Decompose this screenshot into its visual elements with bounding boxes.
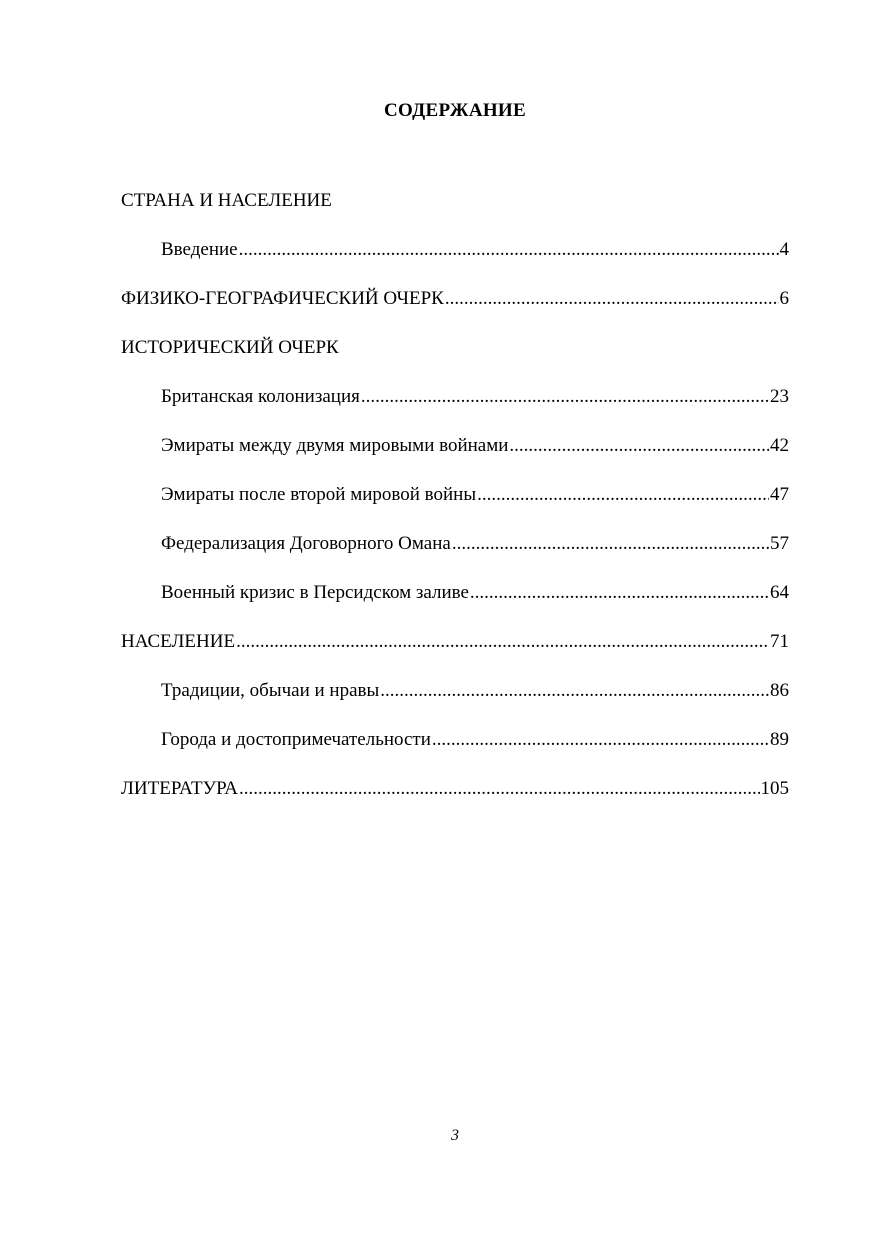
toc-entry-title: Эмираты между двумя мировыми войнами [161, 435, 509, 456]
toc-entry-title: ЛИТЕРАТУРА [121, 778, 238, 799]
table-of-contents [121, 186, 789, 823]
toc-entry-title: Федерализация Договорного Омана [161, 533, 451, 554]
toc-entry-britanskaya[interactable] [121, 382, 789, 431]
toc-entry-title: Традиции, обычаи и нравы [161, 680, 380, 701]
dot-leader [452, 533, 769, 555]
toc-entry-page: 57 [770, 533, 789, 554]
toc-entry-istoricheskiy[interactable] [121, 333, 789, 382]
toc-entry-title: СТРАНА И НАСЕЛЕНИЕ [121, 190, 332, 211]
toc-entry-fiziko[interactable] [121, 284, 789, 333]
toc-entry-goroda[interactable] [121, 725, 789, 774]
toc-entry-title: Военный кризис в Персидском заливе [161, 582, 469, 603]
toc-entry-page: 71 [770, 631, 789, 652]
toc-entry-naselenie[interactable] [121, 627, 789, 676]
dot-leader [236, 631, 769, 653]
toc-entry-posle-voyny[interactable] [121, 480, 789, 529]
dot-leader [239, 239, 779, 261]
toc-entry-title: ФИЗИКО-ГЕОГРАФИЧЕСКИЙ ОЧЕРК [121, 288, 444, 309]
toc-entry-voenny-krizis[interactable] [121, 578, 789, 627]
toc-entry-strana[interactable] [121, 186, 789, 235]
toc-entry-page: 86 [770, 680, 789, 701]
page-number: 3 [451, 1127, 459, 1144]
toc-entry-page: 23 [770, 386, 789, 407]
dot-leader [477, 484, 769, 506]
toc-entry-page: 4 [779, 239, 789, 260]
dot-leader [361, 386, 769, 408]
toc-entry-page: 42 [770, 435, 789, 456]
toc-entry-page: 47 [770, 484, 789, 505]
toc-entry-title: Введение [161, 239, 238, 260]
dot-leader [470, 582, 769, 604]
toc-entry-title: Эмираты после второй мировой войны [161, 484, 477, 505]
toc-entry-page: 89 [770, 729, 789, 750]
dot-leader [509, 435, 769, 457]
toc-entry-page: 105 [760, 778, 789, 799]
toc-entry-title: НАСЕЛЕНИЕ [121, 631, 236, 652]
dot-leader [445, 288, 779, 310]
page-title: СОДЕРЖАНИЕ [384, 100, 526, 121]
dot-leader [380, 680, 769, 702]
toc-entry-literatura[interactable] [121, 774, 789, 823]
toc-entry-title: ИСТОРИЧЕСКИЙ ОЧЕРК [121, 337, 339, 358]
toc-entry-traditsii[interactable] [121, 676, 789, 725]
dot-leader [239, 778, 760, 800]
toc-entry-vvedenie[interactable] [121, 235, 789, 284]
toc-entry-title: Города и достопримечательности [161, 729, 431, 750]
dot-leader [432, 729, 769, 751]
toc-entry-page: 6 [779, 288, 789, 309]
toc-entry-title: Британская колонизация [161, 386, 360, 407]
toc-entry-mezhdu-voynami[interactable] [121, 431, 789, 480]
toc-entry-page: 64 [770, 582, 789, 603]
toc-entry-federalizatsiya[interactable] [121, 529, 789, 578]
